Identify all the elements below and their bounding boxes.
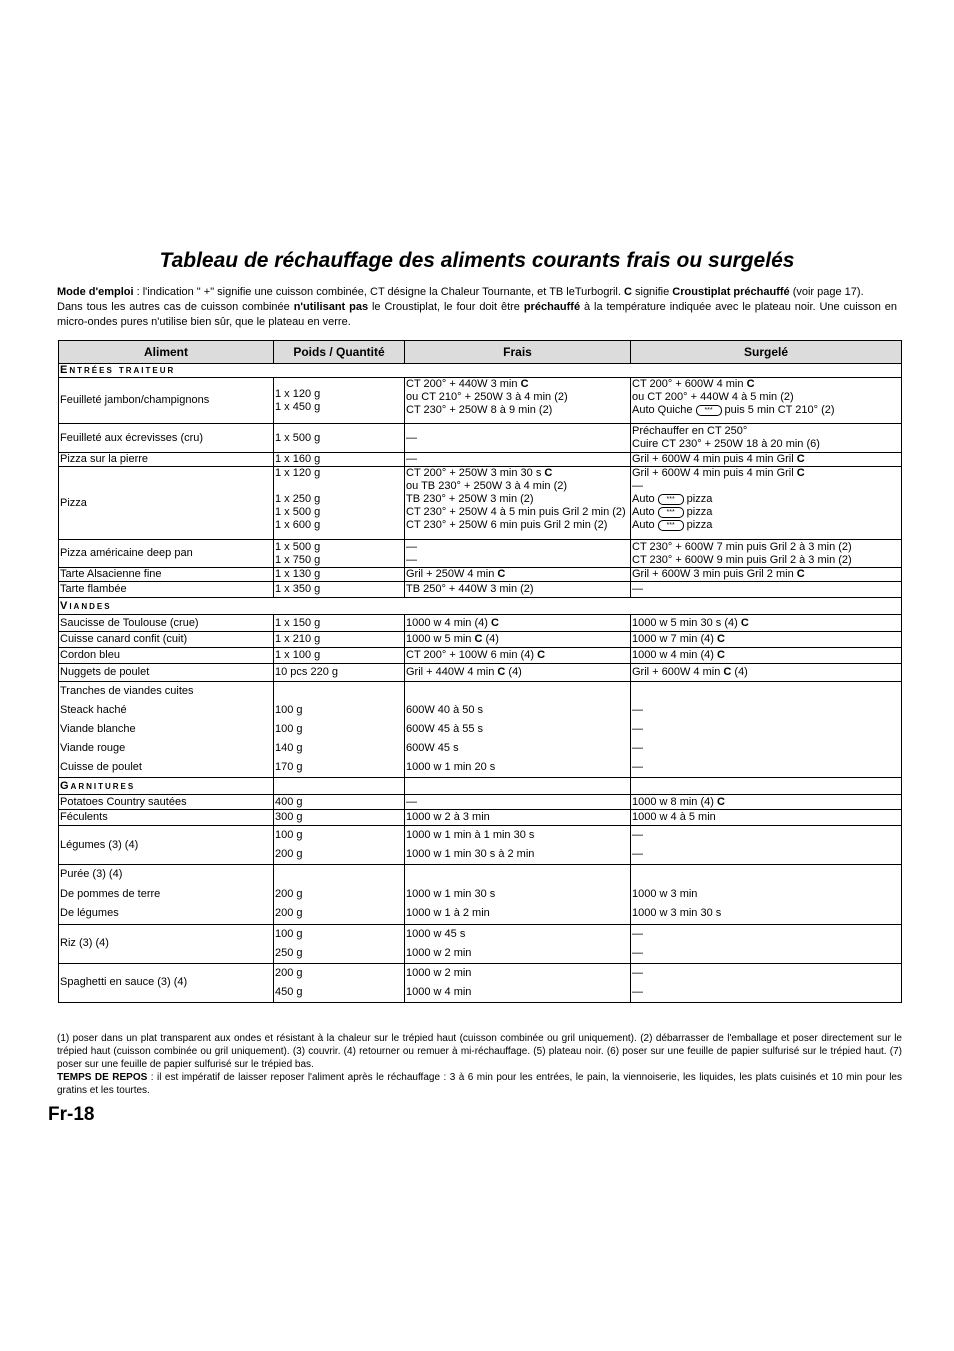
cell-frais: CT 200° + 250W 3 min 30 s C ou TB 230° + 250W 3 à 4 min (2) TB 230° + 250W 3 min (2) CT 230° + 250W 4 à 5 min puis Gril 2 min (2) CT 230° + 250W 6 min puis Gril 2 min (2) <box>405 467 631 540</box>
cell-surgele: Préchauffer en CT 250° Cuire CT 230° + 250W 18 à 20 min (6) <box>631 424 902 453</box>
cell-surgele: — <box>631 582 902 598</box>
cell-poids: 1 x 500 g 1 x 750 g <box>274 540 405 568</box>
cell-poids: 300 g <box>274 810 405 826</box>
table-row <box>59 467 902 540</box>
cell-aliment: Pizza sur la pierre <box>59 453 274 467</box>
cell-frais: 1000 w 2 à 3 min <box>405 810 631 826</box>
table-row <box>59 453 902 467</box>
intro-label: Mode d'emploi <box>57 286 134 298</box>
table-row <box>59 810 902 826</box>
cell-empty <box>631 778 902 795</box>
cell-surgele: Gril + 600W 4 min puis 4 min Gril C — Auto *** pizza Auto *** pizza Auto *** pizza <box>631 467 902 540</box>
cell-poids: 1 x 120 g 1 x 450 g <box>274 378 405 424</box>
page-number: Fr-18 <box>48 1104 95 1125</box>
cell-poids: 1 x 210 g <box>274 632 405 648</box>
cell-poids: 1 x 500 g <box>274 424 405 453</box>
cell-surgele: CT 230° + 600W 7 min puis Gril 2 à 3 min (2) CT 230° + 600W 9 min puis Gril 2 à 3 min (2) <box>631 540 902 568</box>
reheating-table <box>58 340 902 1003</box>
cell-aliment: Spaghetti en sauce (3) (4) <box>59 963 274 1002</box>
cell-empty <box>274 778 405 795</box>
cell-surgele: 1000 w 7 min (4) C <box>631 632 902 648</box>
section-row <box>59 598 902 615</box>
auto-program-icon: *** <box>696 405 722 416</box>
cell-poids: 10 pcs 220 g <box>274 664 405 682</box>
footnotes <box>57 1032 902 1097</box>
cell-frais: 1000 w 45 s 1000 w 2 min <box>405 924 631 963</box>
cell-surgele: — — <box>631 963 902 1002</box>
cell-frais: Gril + 250W 4 min C <box>405 568 631 582</box>
intro-text: le Croustiplat, le four doit être <box>368 301 524 313</box>
cell-poids: 1 x 120 g 1 x 250 g 1 x 500 g 1 x 600 g <box>274 467 405 540</box>
cell-aliment: Cuisse canard confit (cuit) <box>59 632 274 648</box>
cell-surgele: 1000 w 4 min (4) C <box>631 648 902 664</box>
cell-poids: 400 g <box>274 795 405 810</box>
intro-text: signifie <box>631 286 673 298</box>
cell-surgele: Gril + 600W 3 min puis Gril 2 min C <box>631 568 902 582</box>
table-header-row <box>59 341 902 364</box>
cell-aliment: Potatoes Country sautées <box>59 795 274 810</box>
header-frais: Frais <box>405 341 631 364</box>
cell-aliment: Pizza <box>59 467 274 540</box>
cell-poids: 1 x 130 g <box>274 568 405 582</box>
cell-poids: 1 x 100 g <box>274 648 405 664</box>
intro-text: (voir page 17). <box>789 286 864 298</box>
intro-croustiplat: Croustiplat préchauffé <box>672 286 790 298</box>
cell-frais: 1000 w 4 min (4) C <box>405 615 631 632</box>
cell-poids: 1 x 350 g <box>274 582 405 598</box>
cell-poids: 1 x 160 g <box>274 453 405 467</box>
section-row <box>59 364 902 378</box>
cell-surgele: 1000 w 4 à 5 min <box>631 810 902 826</box>
cell-aliment: Saucisse de Toulouse (crue) <box>59 615 274 632</box>
table-row <box>59 632 902 648</box>
cell-frais: — <box>405 795 631 810</box>
page-title: Tableau de réchauffage des aliments courants frais ou surgelés <box>159 249 795 272</box>
intro-text: Dans tous les autres cas de cuisson combinée <box>57 301 294 313</box>
cell-aliment: Tarte Alsacienne fine <box>59 568 274 582</box>
header-poids: Poids / Quantité <box>274 341 405 364</box>
table-row <box>59 826 902 865</box>
cell-aliment: Pizza américaine deep pan <box>59 540 274 568</box>
cell-aliment: Cordon bleu <box>59 648 274 664</box>
table-row <box>59 963 902 1002</box>
footnote-text: : il est impératif de laisser reposer l'aliment après le réchauffage : 3 à 6 min pour les entrées, le pain, la viennoiserie, les liquides, les plats cuisinés et 10 min pour les gratins et les tourtes. <box>57 1072 902 1096</box>
cell-frais: 1000 w 1 min à 1 min 30 s 1000 w 1 min 30 s à 2 min <box>405 826 631 865</box>
cell-frais: 1000 w 5 min C (4) <box>405 632 631 648</box>
cell-frais: — <box>405 424 631 453</box>
cell-poids: 100 g 100 g 140 g 170 g <box>274 682 405 778</box>
intro-text: à la température indiquée avec le plateau noir. Une cuisson en micro-ondes pures n'utilise bien sûr, que le plateau en verre. <box>57 301 898 328</box>
cell-surgele: Gril + 600W 4 min C (4) <box>631 664 902 682</box>
auto-program-icon: *** <box>658 507 684 518</box>
header-surgele: Surgelé <box>631 341 902 364</box>
cell-aliment: Purée (3) (4) De pommes de terre De légumes <box>59 865 274 925</box>
table-row <box>59 615 902 632</box>
cell-surgele: Gril + 600W 4 min puis 4 min Gril C <box>631 453 902 467</box>
cell-frais: CT 200° + 100W 6 min (4) C <box>405 648 631 664</box>
cell-poids: 200 g 450 g <box>274 963 405 1002</box>
cell-empty <box>405 778 631 795</box>
table-row <box>59 682 902 778</box>
cell-frais: — <box>405 453 631 467</box>
cell-poids: 200 g 200 g <box>274 865 405 925</box>
cell-poids: 100 g 200 g <box>274 826 405 865</box>
cell-poids: 1 x 150 g <box>274 615 405 632</box>
footnote-label: TEMPS DE REPOS <box>57 1072 148 1083</box>
cell-frais: — — <box>405 540 631 568</box>
auto-program-icon: *** <box>658 494 684 505</box>
section-entrees: Entrées traiteur <box>59 364 902 378</box>
intro-bold: n'utilisant pas <box>293 301 369 313</box>
cell-surgele: 1000 w 3 min 1000 w 3 min 30 s <box>631 865 902 925</box>
cell-aliment: Féculents <box>59 810 274 826</box>
cell-aliment: Tarte flambée <box>59 582 274 598</box>
cell-surgele: 1000 w 5 min 30 s (4) C <box>631 615 902 632</box>
section-garnitures: Garnitures <box>59 778 274 795</box>
cell-frais: 600W 40 à 50 s 600W 45 à 55 s 600W 45 s 1000 w 1 min 20 s <box>405 682 631 778</box>
header-aliment: Aliment <box>59 341 274 364</box>
table-row <box>59 378 902 424</box>
cell-frais: 1000 w 1 min 30 s 1000 w 1 à 2 min <box>405 865 631 925</box>
intro-bold: préchauffé <box>523 301 581 313</box>
cell-aliment: Riz (3) (4) <box>59 924 274 963</box>
cell-surgele: 1000 w 8 min (4) C <box>631 795 902 810</box>
table-row <box>59 582 902 598</box>
cell-aliment: Feuilleté aux écrevisses (cru) <box>59 424 274 453</box>
section-row <box>59 778 902 795</box>
auto-program-icon: *** <box>658 520 684 531</box>
table-row <box>59 795 902 810</box>
cell-frais: CT 200° + 440W 3 min C ou CT 210° + 250W 3 à 4 min (2) CT 230° + 250W 8 à 9 min (2) <box>405 378 631 424</box>
cell-surgele: CT 200° + 600W 4 min C ou CT 200° + 440W 4 à 5 min (2) Auto Quiche *** puis 5 min CT 210° (2) <box>631 378 902 424</box>
cell-frais: TB 250° + 440W 3 min (2) <box>405 582 631 598</box>
cell-aliment: Légumes (3) (4) <box>59 826 274 865</box>
footnote-text: (1) poser dans un plat transparent aux ondes et résistant à la chaleur sur le trépied haut (cuisson combinée ou gril uniquement). (2) débarrasser de l'emballage et poser directement sur le trépied haut (cuisson combinée ou gril uniquement). (3) couvrir. (4) retourner ou remuer à mi-réchauffage. (5) plateau noir. (6) poser sur une feuille de papier sulfurisé sur le trépied haut. (7) poser sur une feuille de papier sulfurisé sur le trépied bas. <box>57 1033 902 1070</box>
table-row <box>59 924 902 963</box>
table-row <box>59 648 902 664</box>
intro-text: : l'indication " +" signifie une cuisson combinée, CT désigne la Chaleur Tournante, et TB leTurbogril. <box>133 286 624 298</box>
cell-aliment: Nuggets de poulet <box>59 664 274 682</box>
table-row <box>59 540 902 568</box>
cell-frais: 1000 w 2 min 1000 w 4 min <box>405 963 631 1002</box>
section-viandes: Viandes <box>59 598 902 615</box>
table-row <box>59 664 902 682</box>
cell-surgele: — — <box>631 924 902 963</box>
cell-surgele: — — <box>631 826 902 865</box>
cell-poids: 100 g 250 g <box>274 924 405 963</box>
table-row <box>59 865 902 925</box>
c-letter: C <box>623 286 632 298</box>
intro-paragraph <box>57 285 897 330</box>
cell-aliment: Tranches de viandes cuites Steack haché Viande blanche Viande rouge Cuisse de poulet <box>59 682 274 778</box>
cell-aliment: Feuilleté jambon/champignons <box>59 378 274 424</box>
table-row <box>59 424 902 453</box>
table-row <box>59 568 902 582</box>
cell-surgele: — — — — <box>631 682 902 778</box>
cell-frais: Gril + 440W 4 min C (4) <box>405 664 631 682</box>
